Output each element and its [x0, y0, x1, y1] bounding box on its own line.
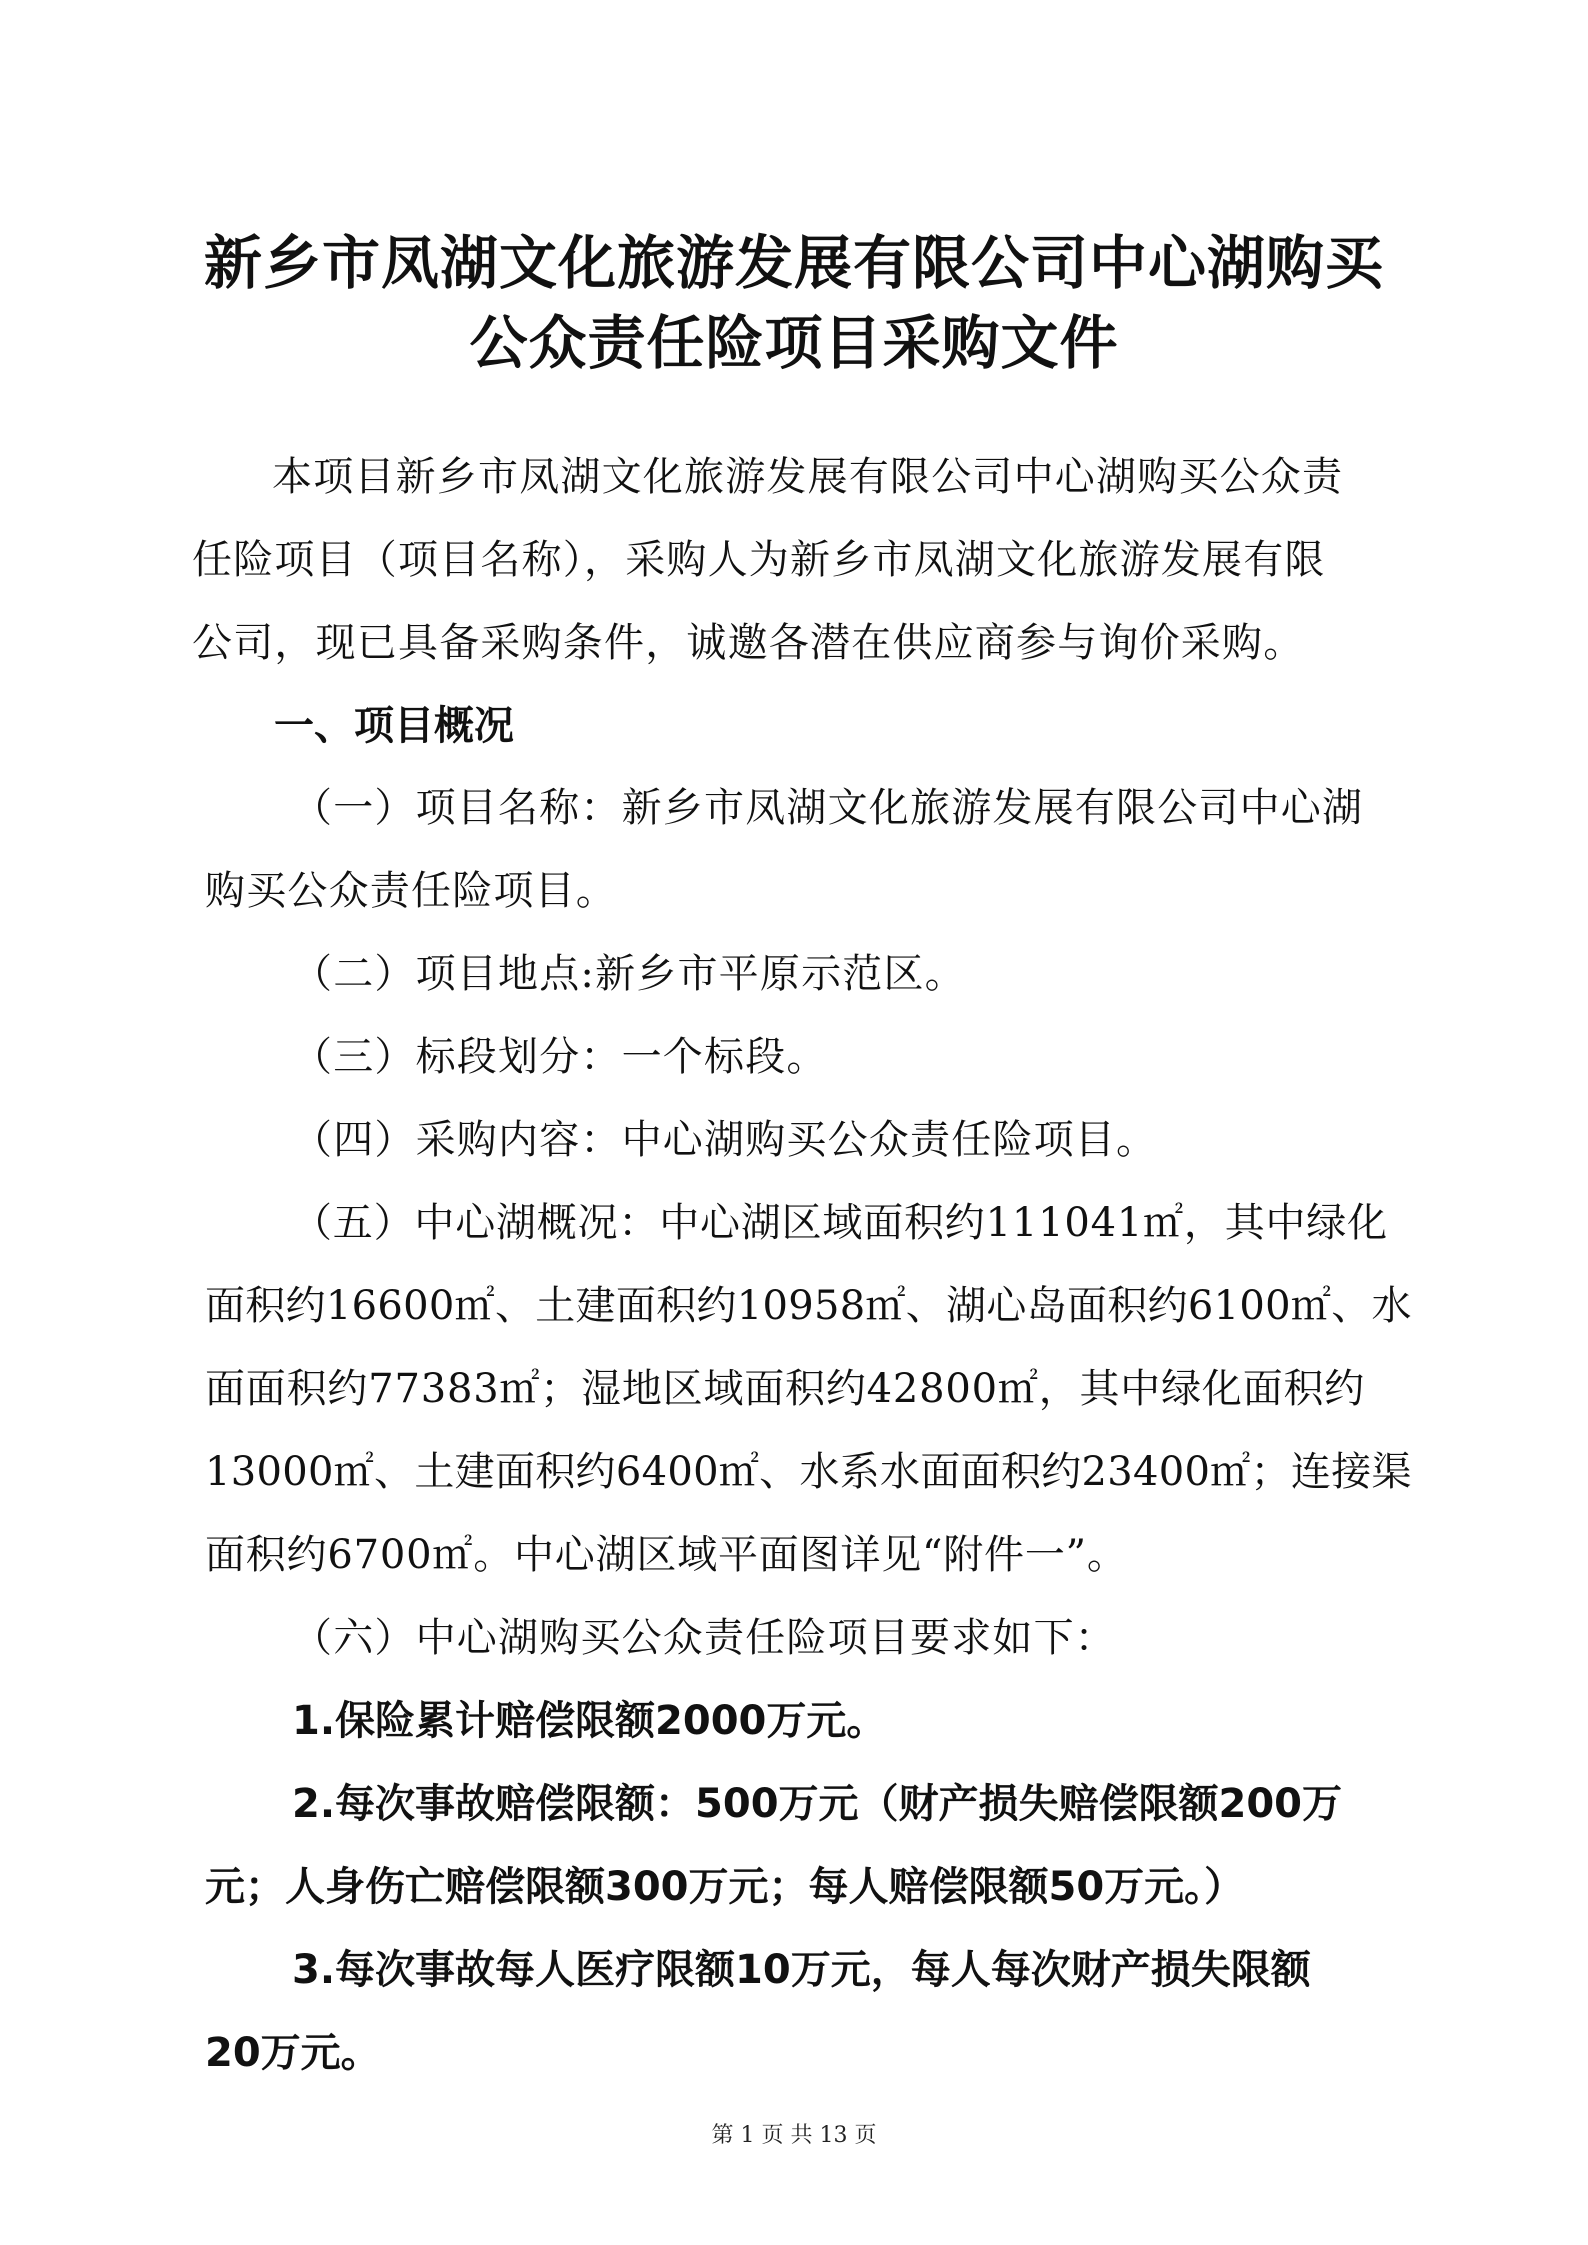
item5-line-1: （五）中心湖概况：中心湖区域面积约111041㎡，其中绿化 — [292, 1200, 1388, 1246]
item5-line-3: 面面积约77383㎡；湿地区域面积约42800㎡，其中绿化面积约 — [205, 1366, 1366, 1412]
section-heading: 一、项目概况 — [274, 703, 514, 749]
item5-line-5: 面积约6700㎡。中心湖区域平面图详见“附件一”。 — [205, 1532, 1128, 1578]
intro-line-3: 公司，现已具备采购条件，诚邀各潜在供应商参与询价采购。 — [192, 620, 1305, 666]
item1-line-1: （一）项目名称：新乡市凤湖文化旅游发展有限公司中心湖 — [292, 785, 1364, 831]
item3: （三）标段划分：一个标段。 — [292, 1034, 828, 1080]
item1-line-2: 购买公众责任险项目。 — [205, 868, 617, 914]
intro-line-1: 本项目新乡市凤湖文化旅游发展有限公司中心湖购买公众责 — [272, 454, 1344, 500]
requirement-2-line-2: 元；人身伤亡赔偿限额300万元；每人赔偿限额50万元。） — [205, 1864, 1245, 1910]
requirement-1: 1.保险累计赔偿限额2000万元。 — [292, 1698, 887, 1744]
document-title-line-2: 公众责任险项目采购文件 — [469, 309, 1119, 377]
intro-line-2: 任险项目（项目名称），采购人为新乡市凤湖文化旅游发展有限 — [192, 537, 1326, 583]
requirement-3-line-2: 20万元。 — [205, 2030, 381, 2076]
page-number-footer: 第 1 页 共 13 页 — [711, 2123, 877, 2148]
item6: （六）中心湖购买公众责任险项目要求如下： — [292, 1615, 1116, 1661]
requirement-3-line-1: 3.每次事故每人医疗限额10万元，每人每次财产损失限额 — [292, 1947, 1311, 1993]
item2: （二）项目地点:新乡市平原示范区。 — [292, 951, 966, 997]
document-title-line-1: 新乡市凤湖文化旅游发展有限公司中心湖购买 — [203, 229, 1384, 297]
requirement-2-line-1: 2.每次事故赔偿限额：500万元（财产损失赔偿限额200万 — [292, 1781, 1343, 1827]
item5-line-2: 面积约16600㎡、土建面积约10958㎡、湖心岛面积约6100㎡、水 — [205, 1283, 1412, 1329]
item5-line-4: 13000㎡、土建面积约6400㎡、水系水面面积约23400㎡；连接渠 — [205, 1449, 1412, 1495]
item4: （四）采购内容：中心湖购买公众责任险项目。 — [292, 1117, 1158, 1163]
